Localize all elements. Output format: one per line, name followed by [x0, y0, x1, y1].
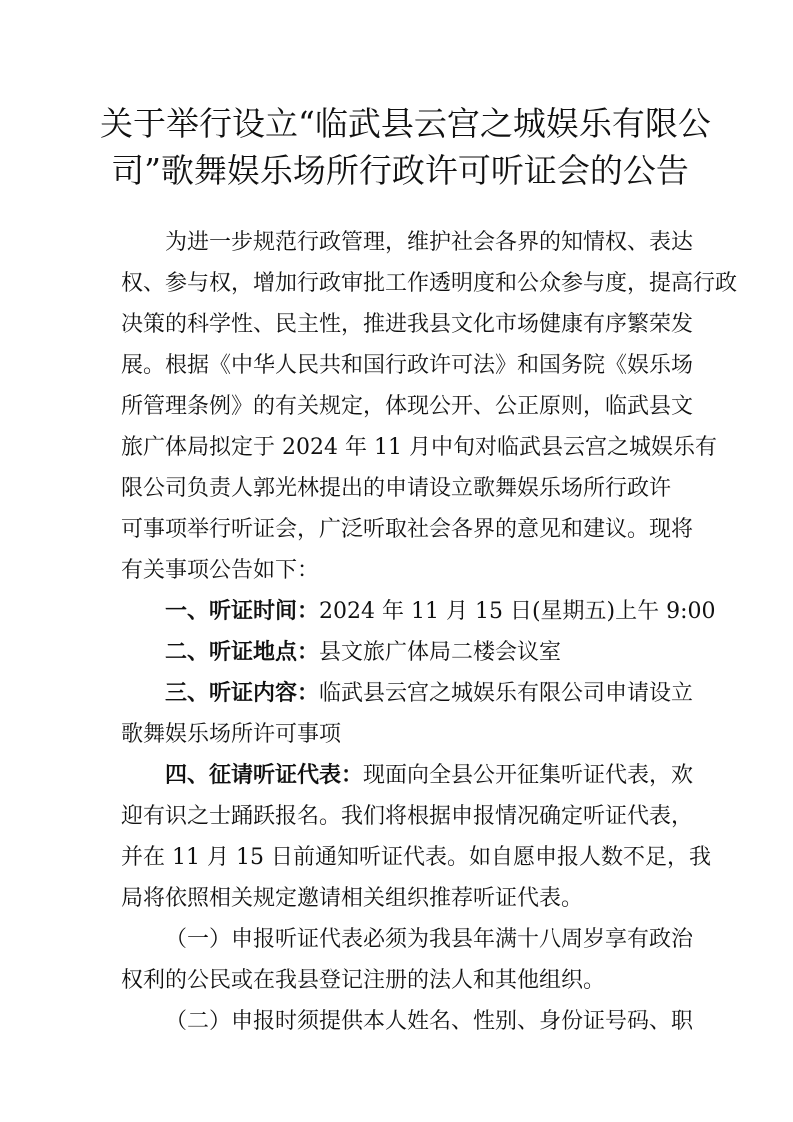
item-representatives-label: 四、征请听证代表： — [165, 762, 364, 788]
intro-line: 展。根据《中华人民共和国行政许可法》和国务院《娱乐场 — [121, 353, 694, 378]
intro-line: 决策的科学性、民主性，推进我县文化市场健康有序繁荣发 — [121, 312, 694, 337]
item-hearing-content-value: 临武县云宫之城娱乐有限公司申请设立 — [319, 681, 694, 706]
document-body — [121, 222, 738, 1042]
item-hearing-content — [121, 673, 694, 714]
sub-item-1-line: （一）申报听证代表必须为我县年满十八周岁享有政治 — [165, 927, 694, 952]
item-hearing-place-label: 二、听证地点： — [165, 639, 320, 665]
item-hearing-content-cont — [121, 714, 683, 755]
sub-item-1-cont — [121, 960, 683, 1001]
intro-line: 限公司负责人郭光林提出的申请设立歌舞娱乐场所行政许 — [121, 476, 672, 501]
sub-item-2-line: （二）申报时须提供本人姓名、性别、身份证号码、职 — [165, 1009, 694, 1034]
item-hearing-place-value: 县文旅广体局二楼会议室 — [319, 640, 562, 665]
sub-item-2 — [121, 1001, 694, 1042]
intro-paragraph — [121, 222, 694, 263]
intro-line: 权、参与权，增加行政审批工作透明度和公众参与度，提高行政 — [121, 271, 738, 296]
item-hearing-place — [121, 632, 683, 673]
title-line-2: 司”歌舞娱乐场所行政许可听证会的公告 — [111, 151, 689, 190]
item-representatives-cont — [121, 796, 711, 919]
item-representatives — [121, 755, 694, 796]
intro-paragraph-cont — [121, 263, 738, 591]
item-hearing-time — [121, 591, 716, 632]
representatives-line: 局将依照相关规定邀请相关组织推荐听证代表。 — [121, 886, 584, 911]
sub-item-1 — [121, 919, 694, 960]
item-hearing-content-line-2: 歌舞娱乐场所许可事项 — [121, 722, 342, 747]
document-title — [100, 100, 711, 194]
item-representatives-value: 现面向全县公开征集听证代表，欢 — [363, 763, 694, 788]
intro-line: 所管理条例》的有关规定，体现公开、公正原则，临武县文 — [121, 394, 694, 419]
intro-line: 可事项举行听证会，广泛听取社会各界的意见和建议。现将 — [121, 517, 694, 542]
title-line-1: 关于举行设立“临武县云宫之城娱乐有限公 — [100, 104, 711, 143]
representatives-line: 并在 11 月 15 日前通知听证代表。如自愿申报人数不足，我 — [121, 845, 711, 870]
intro-line: 有关事项公告如下： — [121, 558, 320, 583]
item-hearing-content-label: 三、听证内容： — [165, 680, 320, 706]
intro-line: 旅广体局拟定于 2024 年 11 月中旬对临武县云宫之城娱乐有 — [121, 435, 717, 460]
sub-item-1-line: 权利的公民或在我县登记注册的法人和其他组织。 — [121, 968, 606, 993]
item-hearing-time-label: 一、听证时间： — [165, 598, 320, 624]
intro-line: 为进一步规范行政管理，维护社会各界的知情权、表达 — [165, 230, 694, 255]
representatives-line: 迎有识之士踊跃报名。我们将根据申报情况确定听证代表， — [121, 804, 694, 829]
item-hearing-time-value: 2024 年 11 月 15 日(星期五)上午 9:00 — [319, 599, 716, 624]
